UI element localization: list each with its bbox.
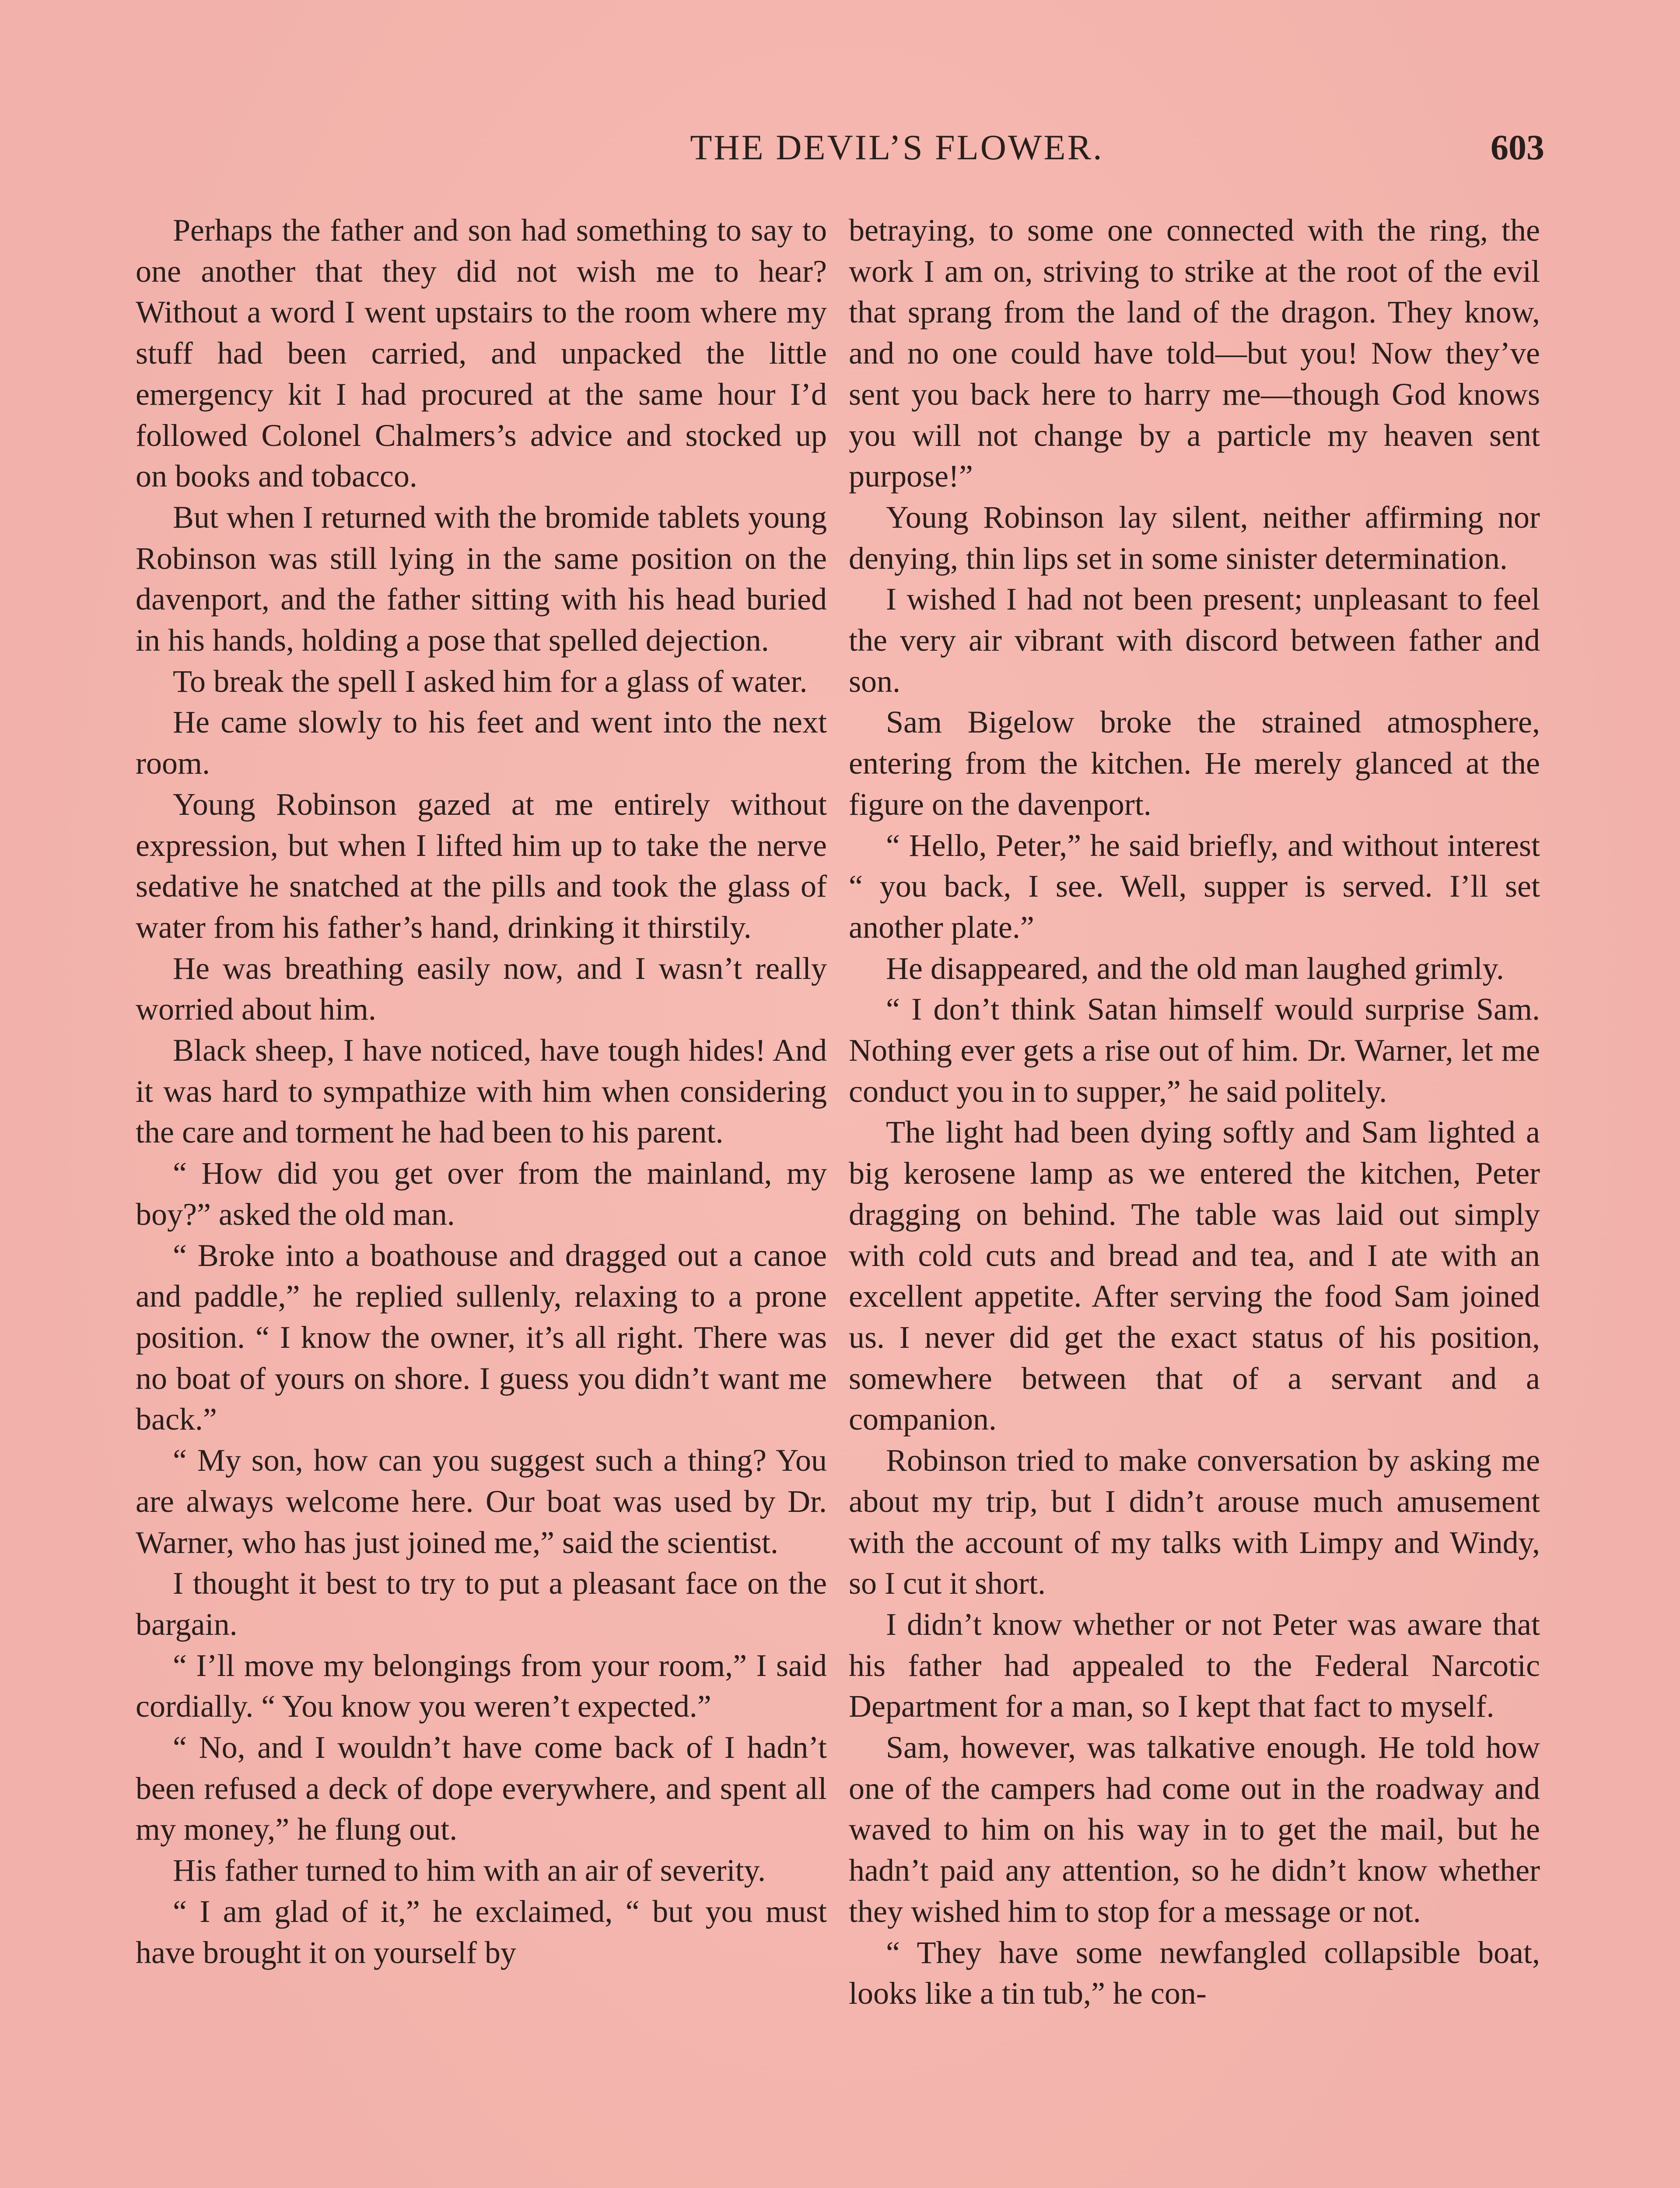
running-header xyxy=(131,127,1544,175)
paragraph: I thought it best to try to put a pleasant face on the bargain. xyxy=(136,1566,827,1642)
paragraph: The light had been dying softly and Sam lighted a big kerosene lamp as we entered the kitchen, Peter dragging on behind. The table was laid out simply with cold cuts and bread and tea, and I ate with an excellent appetite. After serving the food Sam joined us. I never did get the exact status of his position, somewhere between that of a servant and a companion. xyxy=(849,1115,1540,1437)
paragraph: He was breathing easily now, and I wasn’t really worried about him. xyxy=(136,950,827,1027)
paragraph: “ Broke into a boathouse and dragged out a canoe and paddle,” he replied sullenly, relaxing to a prone position. “ I know the owner, it’s all right. There was no boat of yours on shore. I guess you didn’t want me back.” xyxy=(136,1238,827,1437)
paragraph: “ My son, how can you suggest such a thing? You are always welcome here. Our boat was used by Dr. Warner, who has just joined me,” said the scientist. xyxy=(136,1443,827,1560)
paragraph: To break the spell I asked him for a glass of water. xyxy=(173,663,808,699)
paragraph: Black sheep, I have noticed, have tough hides! And it was hard to sympathize with him when considering the care and torment he had been to his parent. xyxy=(136,1033,827,1150)
paragraph: But when I returned with the bromide tablets young Robinson was still lying in the same position on the davenport, and the father sitting with his head buried in his hands, holding a pose that spelled dejection. xyxy=(136,499,827,658)
paragraph: Perhaps the father and son had something to say to one another that they did not wish me to hear? Without a word I went upstairs to the room where my stuff had been carried, and unpacked the little emergency kit I had procured at the same hour I’d followed Colonel Chalmers’s advice and stocked up on books and tobacco. xyxy=(136,213,827,494)
paragraph: He disappeared, and the old man laughed grimly. xyxy=(886,950,1504,986)
paragraph: Young Robinson lay silent, neither affirming nor denying, thin lips set in some sinister determination. xyxy=(849,499,1540,576)
paragraph: Sam, however, was talkative enough. He told how one of the campers had come out in the roadway and waved to him on his way in to get the mail, but he hadn’t paid any attention, so he didn’t know whether they wished him to stop for a message or not. xyxy=(849,1730,1540,1929)
paragraph: “ I’ll move my belongings from your room,” I said cordially. “ You know you weren’t expected.” xyxy=(136,1648,827,1724)
paragraph: Sam Bigelow broke the strained atmosphere, entering from the kitchen. He merely glanced at the figure on the davenport. xyxy=(849,705,1540,822)
left-column xyxy=(136,210,827,1973)
right-column xyxy=(849,210,1540,2014)
paragraph: He came slowly to his feet and went into the next room. xyxy=(136,705,827,781)
paragraph: Young Robinson gazed at me entirely without expression, but when I lifted him up to take the nerve sedative he snatched at the pills and took the glass of water from his father’s hand, drinking it thirstily. xyxy=(136,786,827,945)
paragraph: His father turned to him with an air of severity. xyxy=(173,1853,766,1888)
paragraph: I didn’t know whether or not Peter was aware that his father had appealed to the Federal Narcotic Department for a man, so I kept that fact to myself. xyxy=(849,1606,1540,1724)
paragraph: “ They have some newfangled collapsible boat, looks like a tin tub,” he con- xyxy=(849,1935,1540,2011)
paragraph: betraying, to some one connected with the ring, the work I am on, striving to strike at the root of the evil that sprang from the land of the dragon. They know, and no one could have told—but you! Now they’ve sent you back here to harry me—though God knows you will not change by a particle my heaven sent purpose!” xyxy=(849,213,1540,494)
paragraph: “ Hello, Peter,” he said briefly, and without interest “ you back, I see. Well, supper is served. I’ll set another plate.” xyxy=(849,828,1540,945)
paragraph: “ How did you get over from the mainland, my boy?” asked the old man. xyxy=(136,1156,827,1232)
paragraph: I wished I had not been present; unpleasant to feel the very air vibrant with discord between father and son. xyxy=(849,582,1540,699)
paragraph: “ I am glad of it,” he exclaimed, “ but you must have brought it on yourself by xyxy=(136,1893,827,1970)
page-number: 603 xyxy=(1491,127,1544,167)
paragraph: Robinson tried to make conversation by asking me about my trip, but I didn’t arouse much amusement with the account of my talks with Limpy and Windy, so I cut it short. xyxy=(849,1443,1540,1601)
paragraph: “ No, and I wouldn’t have come back of I hadn’t been refused a deck of dope everywhere, and spent all my money,” he flung out. xyxy=(136,1730,827,1847)
running-title: THE DEVIL’S FLOWER. xyxy=(690,127,1104,167)
paragraph: “ I don’t think Satan himself would surprise Sam. Nothing ever gets a rise out of him. Dr. Warner, let me conduct you in to supper,” he said politely. xyxy=(849,992,1540,1109)
